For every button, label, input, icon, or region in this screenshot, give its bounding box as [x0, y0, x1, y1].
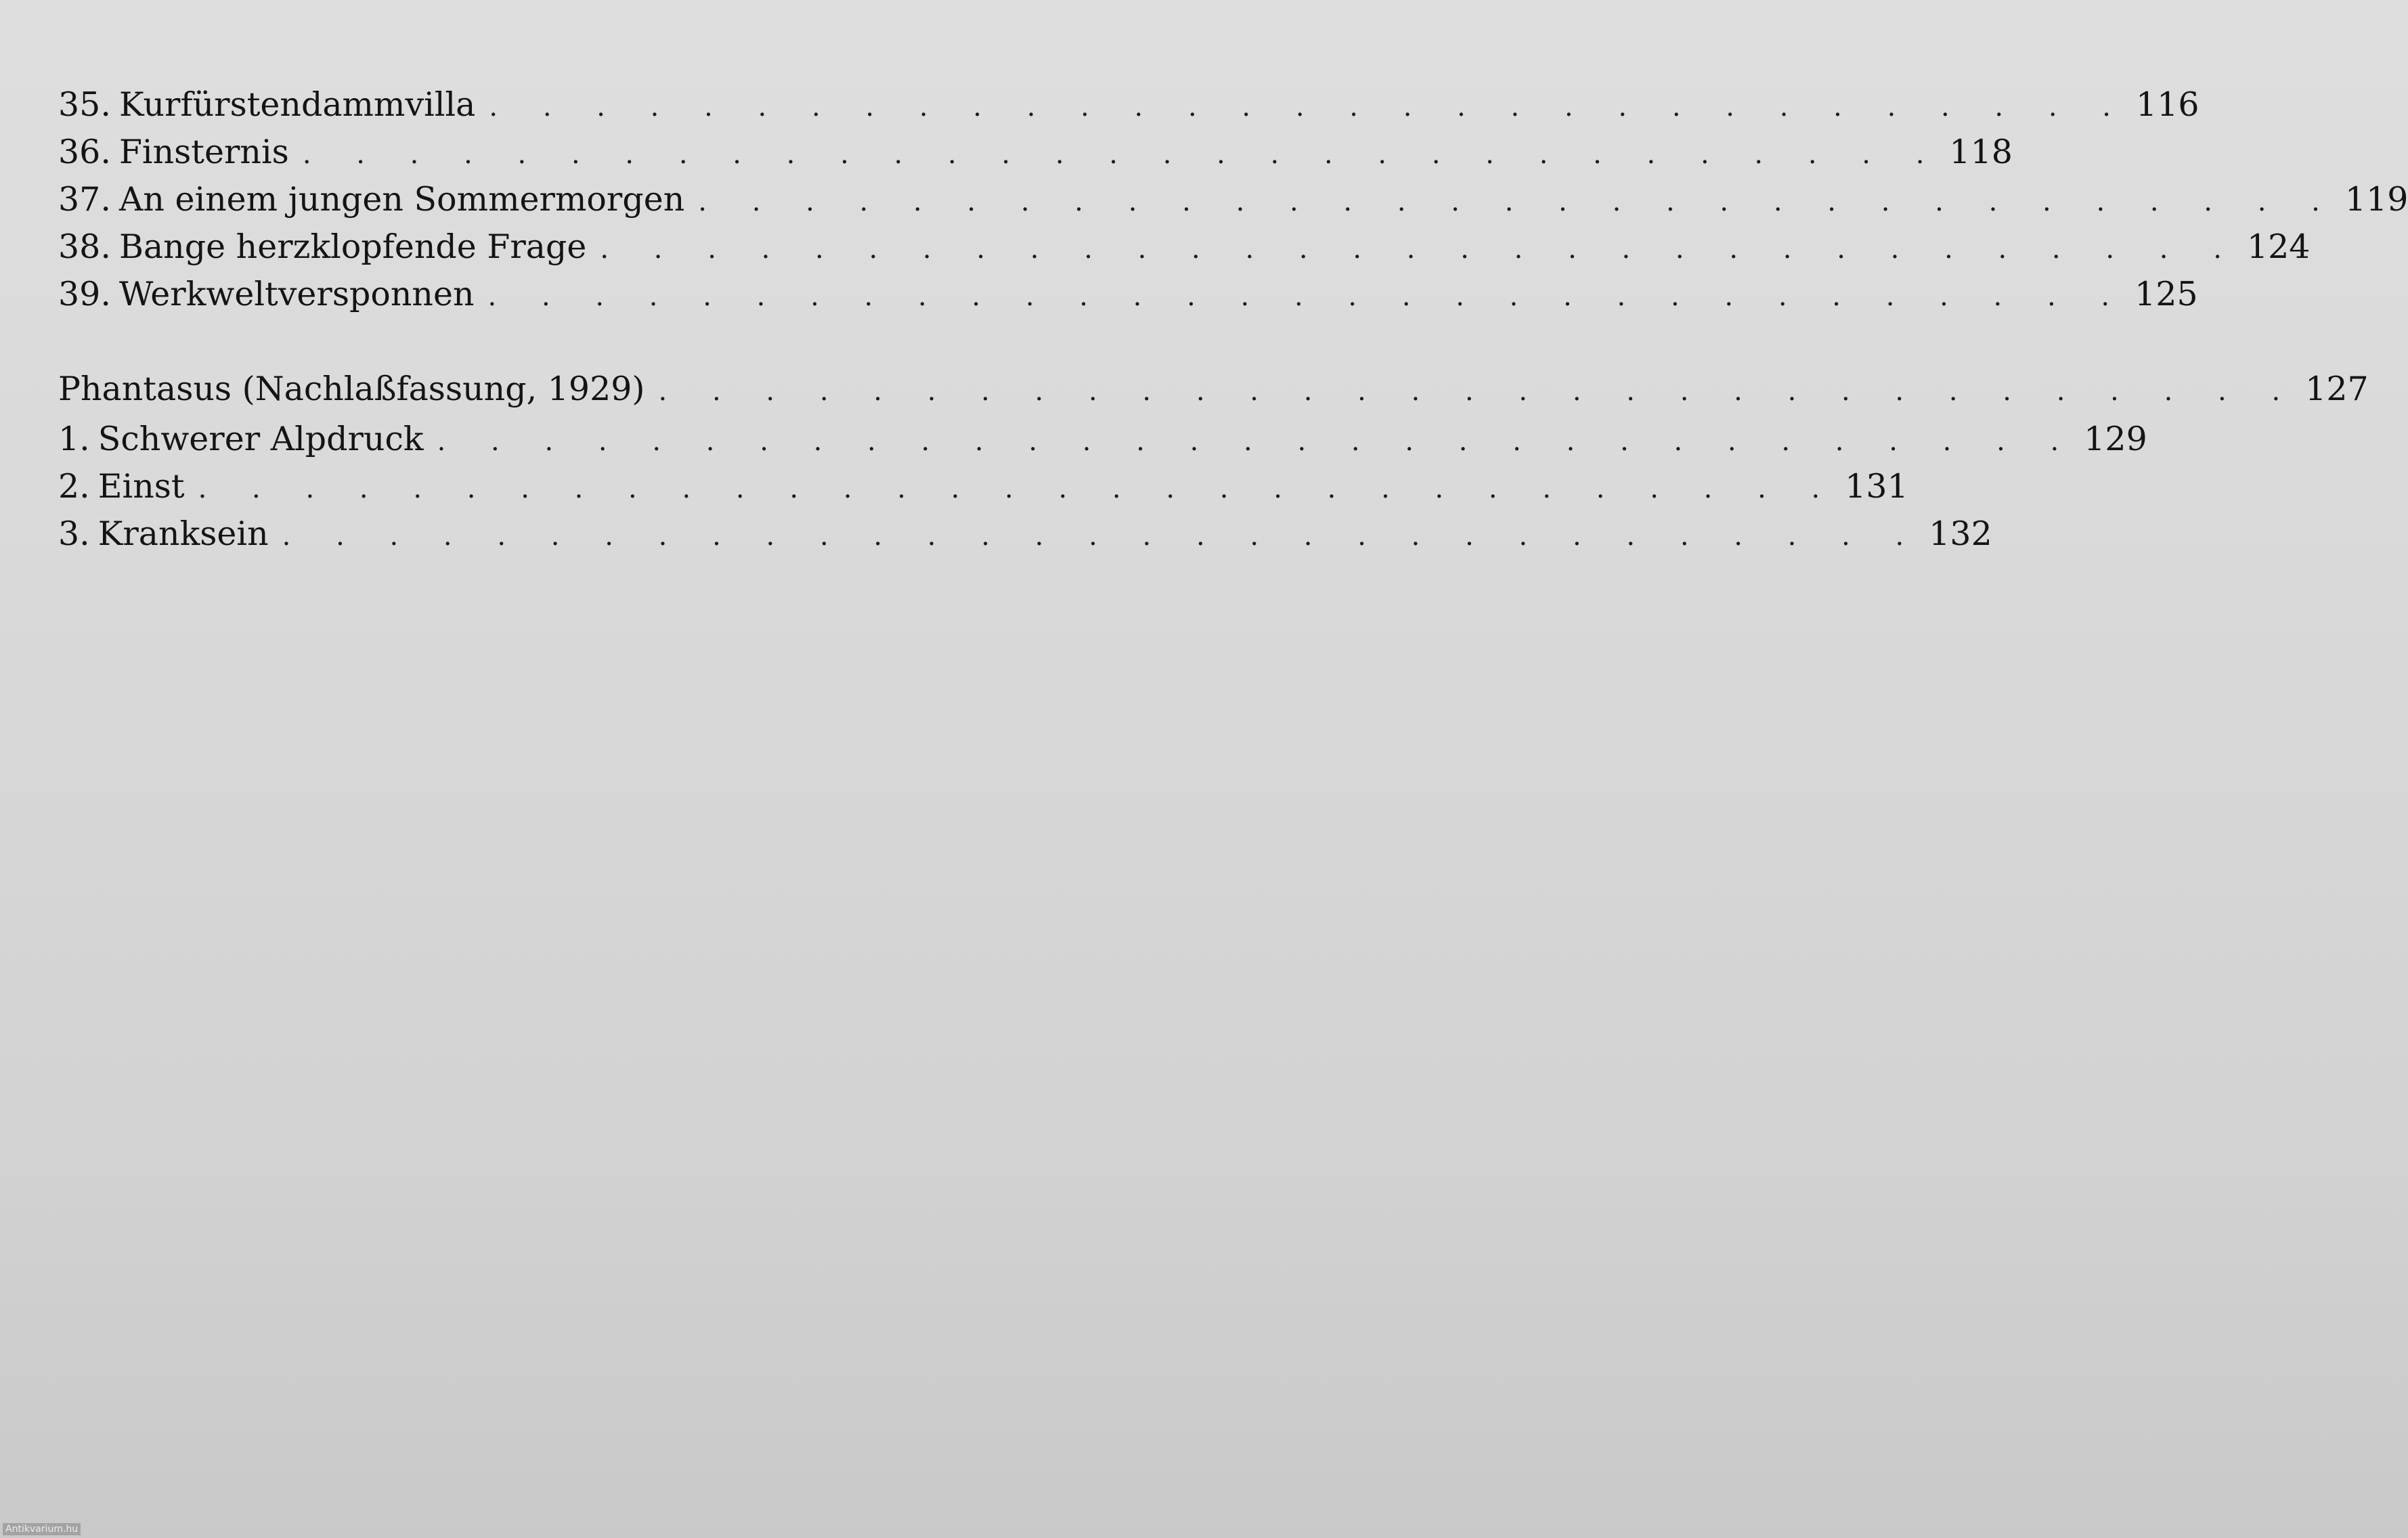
dot-leader: . . . . . . . . . . . . . . . . . . . . . . . . . . . . . . .	[282, 521, 1923, 552]
dot-leader: . . . . . . . . . . . . . . . . . . . . . . . . . . . . . . .	[487, 281, 2128, 312]
dot-leader: . . . . . . . . . . . . . . . . . . . . . . . . . . . . . . .	[302, 139, 1943, 170]
entry-page-number: 131	[1845, 467, 1908, 506]
entry-title: Kranksein	[97, 514, 269, 553]
toc-entry-1	[58, 416, 2147, 463]
entry-number: 38.	[58, 227, 111, 266]
entry-title: An einem jungen Sommermorgen	[118, 180, 685, 219]
entry-title: Werkweltversponnen	[118, 275, 475, 313]
toc-entry-37	[58, 176, 2408, 223]
entry-page-number: 118	[1949, 133, 2013, 171]
entry-number: 1.	[58, 420, 90, 458]
toc-entry-38	[58, 223, 2311, 271]
entry-page-number: 125	[2135, 275, 2198, 313]
entry-title: Finsternis	[118, 133, 289, 171]
entry-page-number: 116	[2136, 85, 2199, 124]
toc-entry-2	[58, 463, 1908, 510]
toc-entry-35	[58, 81, 2199, 129]
toc-entry-39	[58, 271, 2198, 318]
entry-title: Kurfürstendammvilla	[118, 85, 476, 124]
entry-page-number: 132	[1929, 514, 1992, 553]
toc-entry-36	[58, 129, 2013, 176]
toc-entry-3	[58, 510, 1992, 558]
entry-number: 35.	[58, 85, 111, 124]
entry-page-number: 129	[2084, 420, 2147, 458]
entry-number: 39.	[58, 275, 111, 313]
dot-leader: . . . . . . . . . . . . . . . . . . . . . . . . . . . . . . .	[437, 426, 2078, 457]
entry-page-number: 119	[2344, 180, 2408, 219]
entry-title: Schwerer Alpdruck	[97, 420, 424, 458]
watermark: Antikvarium.hu	[3, 1523, 81, 1535]
entry-number: 36.	[58, 133, 111, 171]
dot-leader: . . . . . . . . . . . . . . . . . . . . . . . . . . . . . . .	[658, 376, 2299, 407]
dot-leader: . . . . . . . . . . . . . . . . . . . . . . . . . . . . . . .	[600, 234, 2240, 265]
entry-number: 2.	[58, 467, 90, 506]
dot-leader: . . . . . . . . . . . . . . . . . . . . . . . . . . . . . . .	[489, 91, 2129, 123]
dot-leader: . . . . . . . . . . . . . . . . . . . . . . . . . . . . . . .	[198, 473, 1839, 504]
section-title: Phantasus (Nachlaßfassung, 1929)	[58, 370, 645, 408]
entry-title: Einst	[97, 467, 185, 506]
section-page-number: 127	[2305, 370, 2369, 408]
entry-number: 3.	[58, 514, 90, 553]
toc-section-heading	[58, 366, 2369, 413]
entry-page-number: 124	[2246, 227, 2311, 266]
entry-number: 37.	[58, 180, 111, 219]
dot-leader: . . . . . . . . . . . . . . . . . . . . . . . . . . . . . . .	[698, 186, 2338, 217]
entry-title: Bange herzklopfende Frage	[118, 227, 587, 266]
table-of-contents	[58, 81, 2408, 558]
